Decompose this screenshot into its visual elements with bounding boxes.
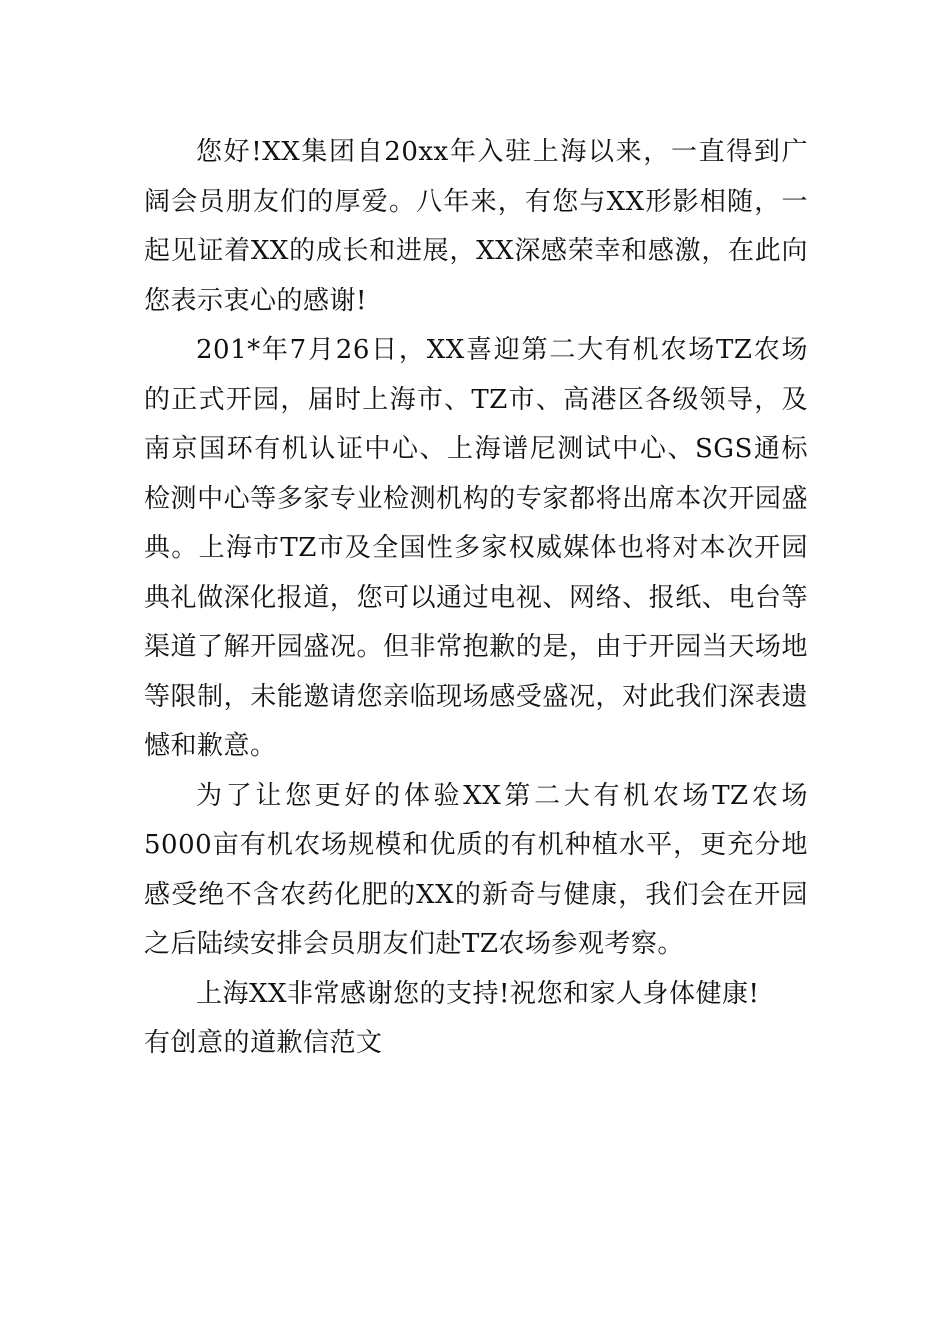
paragraph-greeting: 您好!XX集团自20xx年入驻上海以来，一直得到广阔会员朋友们的厚爱。八年来，有您与XX形影相随，一起见证着XX的成长和进展，XX深感荣幸和感激，在此向您表示衷心的感谢! [144,137,808,316]
letter-body [144,128,808,1069]
document-title-line: 有创意的道歉信范文 [144,1028,383,1058]
paragraph-farm-visit: 为了让您更好的体验XX第二大有机农场TZ农场5000亩有机农场规模和优质的有机种植水平，更充分地感受绝不含农药化肥的XX的新奇与健康，我们会在开园之后陆续安排会员朋友们赴TZ农场参观考察。 [144,780,808,959]
paragraph-thanks: 上海XX非常感谢您的支持!祝您和家人身体健康! [196,978,760,1009]
paragraph-opening-event: 201*年7月26日，XX喜迎第二大有机农场TZ农场的正式开园，届时上海市、TZ市、高港区各级领导，及南京国环有机认证中心、上海谱尼测试中心、SGS通标检测中心等多家专业检测机构的专家都将出席本次开园盛典。上海市TZ市及全国性多家权威媒体也将对本次开园典礼做深化报道，您可以通过电视、网络、报纸、电台等渠道了解开园盛况。但非常抱歉的是，由于开园当天场地等限制，未能邀请您亲临现场感受盛况，对此我们深表遗憾和歉意。 [144,335,808,761]
